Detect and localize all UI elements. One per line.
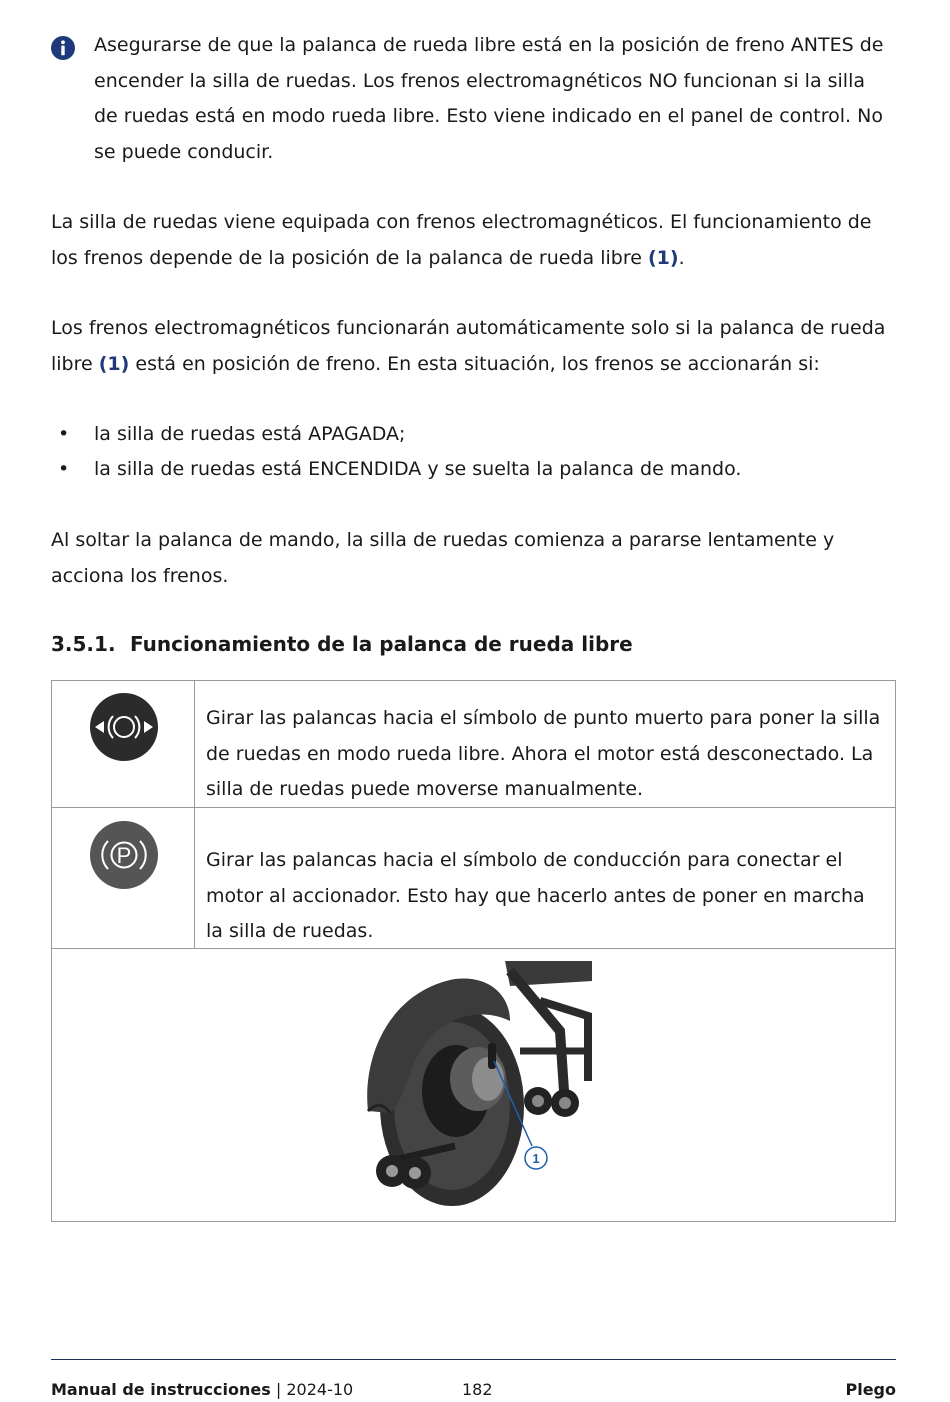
paragraph-text: Los frenos electromagnéticos funcionarán automáticamente solo si la palanca de rueda libre <box>51 317 886 375</box>
section-number: 3.5.1. <box>51 632 116 656</box>
wheel-freewheel-lever-image <box>360 961 592 1211</box>
footer-separator: | <box>275 1380 282 1399</box>
reference-1: (1) <box>98 352 130 375</box>
image-callout-number: 1 <box>532 1151 540 1166</box>
table-icon-cell <box>52 681 195 807</box>
reference-1: (1) <box>647 246 679 269</box>
footer-document-info <box>51 1379 353 1401</box>
table-row <box>52 808 895 949</box>
info-note-text: Asegurarse de que la palanca de rueda libre está en la posición de freno ANTES de encender la silla de ruedas. Los frenos electromagnéticos NO funcionan si la silla de ruedas está en modo rueda libre. Esto viene indicado en el panel de control. No se puede conducir. <box>94 34 884 163</box>
bullet-marker: • <box>58 458 70 480</box>
table-icon-cell <box>52 808 195 948</box>
paragraph-brakes-intro <box>51 205 901 276</box>
bullet-marker: • <box>58 423 70 445</box>
paragraph-text: está en posición de freno. En esta situación, los frenos se accionarán si: <box>129 352 820 375</box>
page-number: 182 <box>462 1380 493 1399</box>
list-item: la silla de ruedas está ENCENDIDA y se suelta la palanca de mando. <box>94 458 742 480</box>
parking-brake-symbol-icon <box>90 821 158 889</box>
paragraph-text: La silla de ruedas viene equipada con frenos electromagnéticos. El funcionamiento de los frenos depende de la posición de la palanca de rueda libre <box>51 211 872 269</box>
section-title: Funcionamiento de la palanca de rueda libre <box>130 632 633 656</box>
paragraph-joystick-release: Al soltar la palanca de mando, la silla de ruedas comienza a pararse lentamente y acciona los frenos. <box>51 529 835 587</box>
table-cell-text: Girar las palancas hacia el símbolo de conducción para conectar el motor al accionador. Esto hay que hacerlo antes de poner en marcha la silla de ruedas. <box>206 849 865 942</box>
freewheel-symbol-icon <box>90 693 158 761</box>
list-item: la silla de ruedas está APAGADA; <box>94 423 406 445</box>
footer-date: 2024-10 <box>286 1380 354 1399</box>
info-icon <box>51 36 75 60</box>
freewheel-lever-table <box>51 680 896 1222</box>
table-row <box>52 681 895 808</box>
footer-divider <box>51 1359 896 1360</box>
footer-brand: Plego <box>845 1380 896 1399</box>
table-row-image <box>52 949 895 1221</box>
parking-symbol-letter: P <box>116 843 132 868</box>
paragraph-brake-conditions <box>51 311 901 382</box>
table-cell-text: Girar las palancas hacia el símbolo de punto muerto para poner la silla de ruedas en modo rueda libre. Ahora el motor está desconectado. La silla de ruedas puede moverse manualmente. <box>206 707 881 800</box>
footer-doc-title: Manual de instrucciones <box>51 1380 271 1399</box>
section-heading <box>51 632 633 656</box>
paragraph-end: . <box>678 246 685 269</box>
